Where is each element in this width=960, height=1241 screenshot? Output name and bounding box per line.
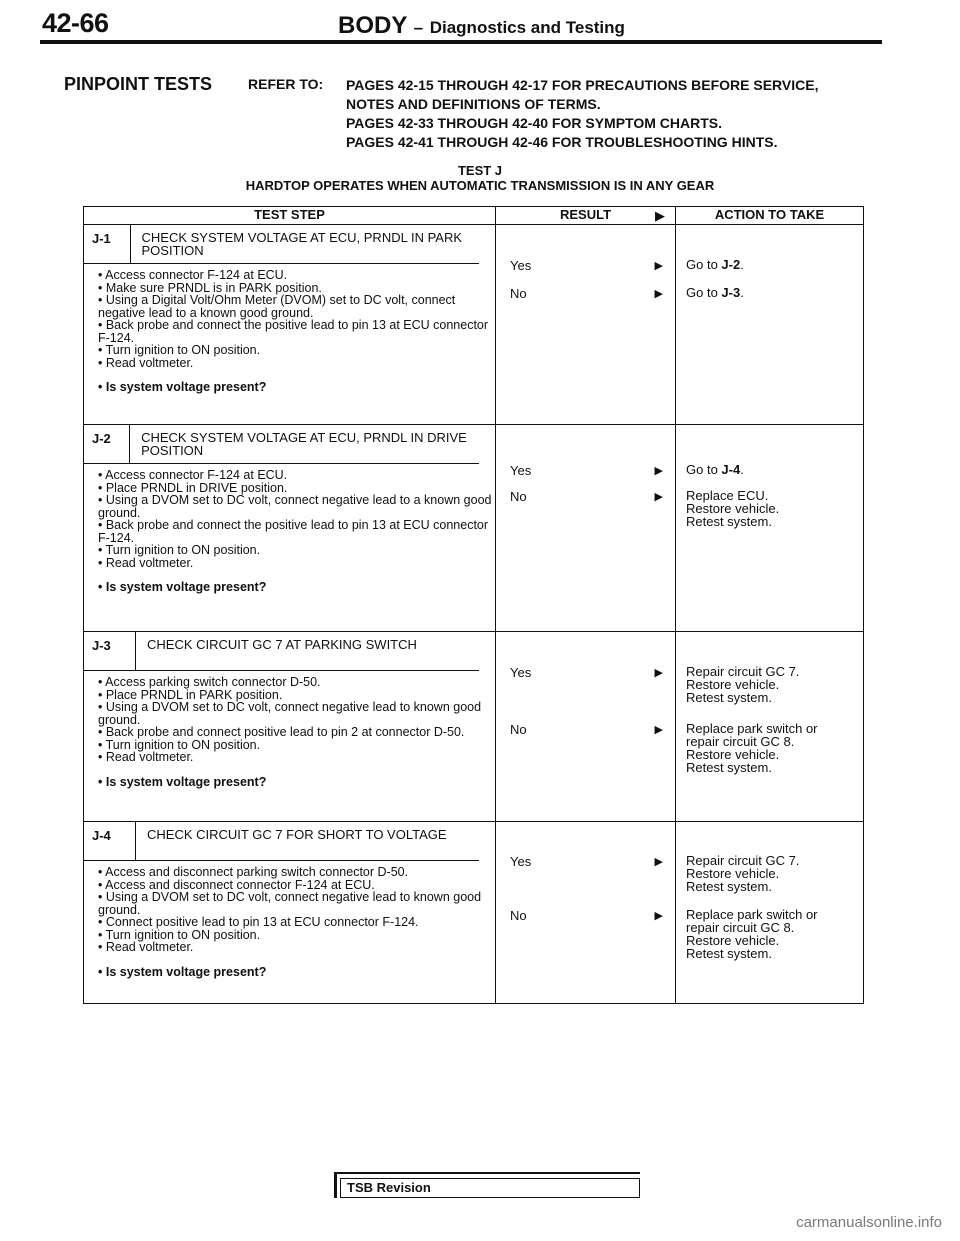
step-id: J-1 bbox=[84, 225, 131, 263]
action-cell bbox=[676, 632, 864, 822]
action-line: Retest system. bbox=[686, 690, 772, 705]
test-step-cell bbox=[84, 225, 496, 425]
instruction-item: • Back probe and connect positive lead to pin 2 at connector D-50. bbox=[98, 725, 465, 739]
arrow-icon: ▶ bbox=[654, 465, 663, 477]
action-line: repair circuit GC 8. bbox=[686, 734, 795, 749]
instruction-item: • Turn ignition to ON position. bbox=[98, 737, 261, 752]
header-rule bbox=[40, 40, 882, 44]
step-title: CHECK CIRCUIT GC 7 FOR SHORT TO VOLTAGE bbox=[147, 827, 447, 842]
instruction-item: • Access connector F-124 at ECU. bbox=[98, 268, 288, 282]
action-line: Replace park switch or bbox=[686, 721, 818, 736]
action-cell bbox=[676, 225, 864, 425]
arrow-icon: ▶ bbox=[654, 260, 663, 272]
table-row bbox=[84, 425, 864, 632]
tsb-box-shadow-top bbox=[334, 1172, 640, 1174]
action-text bbox=[686, 665, 799, 704]
pinpoint-tests-title: PINPOINT TESTS bbox=[64, 74, 213, 94]
page-title bbox=[338, 12, 625, 40]
action-text bbox=[686, 258, 744, 271]
step-instructions bbox=[84, 464, 495, 594]
action-suffix: . bbox=[740, 257, 744, 272]
result-label: Yes bbox=[510, 854, 532, 869]
step-question: • Is system voltage present? bbox=[98, 380, 267, 394]
instruction-item: • Read voltmeter. bbox=[98, 355, 194, 370]
instruction-item: • Access and disconnect parking switch connector D-50. bbox=[98, 865, 409, 879]
result-label: No bbox=[510, 489, 527, 504]
step-header bbox=[84, 425, 479, 464]
result-label: No bbox=[510, 286, 527, 301]
result-label: Yes bbox=[510, 665, 532, 680]
action-line: Replace park switch or bbox=[686, 907, 818, 922]
step-header bbox=[84, 822, 479, 861]
action-text bbox=[686, 908, 818, 960]
arrow-icon: ▶ bbox=[654, 288, 663, 300]
tsb-box-shadow-left bbox=[334, 1172, 337, 1198]
action-prefix: Go to bbox=[686, 285, 722, 300]
refer-line: PAGES 42-41 THROUGH 42-46 FOR TROUBLESHOOTING HINTS. bbox=[346, 134, 778, 150]
test-step-cell bbox=[84, 425, 496, 632]
instruction-item: • Read voltmeter. bbox=[98, 555, 194, 570]
action-text bbox=[686, 722, 818, 774]
result-label: Yes bbox=[510, 463, 532, 478]
arrow-icon: ▶ bbox=[654, 491, 663, 503]
arrow-icon: ▶ bbox=[654, 856, 663, 868]
action-line: Restore vehicle. bbox=[686, 501, 780, 516]
instruction-item: • Using a DVOM set to DC volt, connect negative lead to known good ground. bbox=[98, 700, 482, 727]
step-title: CHECK CIRCUIT GC 7 AT PARKING SWITCH bbox=[147, 637, 417, 652]
page-number: 42-66 bbox=[42, 8, 109, 38]
step-id: J-3 bbox=[84, 632, 136, 670]
instruction-item: • Turn ignition to ON position. bbox=[98, 927, 261, 942]
header-result-label: RESULT bbox=[559, 207, 612, 222]
action-line: Restore vehicle. bbox=[686, 933, 780, 948]
action-line: Restore vehicle. bbox=[686, 677, 780, 692]
action-step-ref: J-3 bbox=[721, 285, 741, 300]
test-step-cell bbox=[84, 632, 496, 822]
result-cell bbox=[496, 425, 676, 632]
action-text bbox=[686, 286, 744, 299]
header-action: ACTION TO TAKE bbox=[676, 207, 864, 225]
refer-line: PAGES 42-15 THROUGH 42-17 FOR PRECAUTIONS BEFORE SERVICE, bbox=[346, 77, 819, 93]
instruction-item: • Access and disconnect connector F-124 at ECU. bbox=[98, 877, 375, 892]
refer-line: NOTES AND DEFINITIONS OF TERMS. bbox=[346, 96, 601, 112]
step-instructions bbox=[84, 671, 495, 788]
section-title: BODY bbox=[338, 12, 407, 39]
step-header bbox=[84, 225, 479, 264]
result-cell bbox=[496, 225, 676, 425]
arrow-icon: ▶ bbox=[654, 724, 663, 736]
refer-to-label: REFER TO: bbox=[248, 76, 324, 92]
result-label: No bbox=[510, 908, 527, 923]
action-step-ref: J-2 bbox=[721, 257, 741, 272]
instruction-item: • Using a Digital Volt/Ohm Meter (DVOM) set to DC volt, connect negative lead to a known good ground. bbox=[98, 293, 456, 320]
instruction-item: • Back probe and connect the positive lead to pin 13 at ECU connector F-124. bbox=[98, 318, 489, 345]
step-header bbox=[84, 632, 479, 671]
instruction-item: • Using a DVOM set to DC volt, connect negative lead to known good ground. bbox=[98, 890, 482, 917]
action-line: Replace ECU. bbox=[686, 488, 769, 503]
action-suffix: . bbox=[740, 285, 744, 300]
pinpoint-test-table bbox=[83, 206, 864, 1004]
action-line: Retest system. bbox=[686, 514, 772, 529]
action-line: Retest system. bbox=[686, 760, 772, 775]
result-cell bbox=[496, 632, 676, 822]
instruction-item: • Place PRNDL in DRIVE position. bbox=[98, 480, 288, 495]
instruction-item: • Access parking switch connector D-50. bbox=[98, 675, 321, 689]
action-line: Repair circuit GC 7. bbox=[686, 664, 800, 679]
step-instructions bbox=[84, 264, 495, 394]
refer-to-lines bbox=[346, 76, 818, 152]
action-line: Repair circuit GC 7. bbox=[686, 853, 800, 868]
instruction-item: • Place PRNDL in PARK position. bbox=[98, 687, 283, 702]
refer-line: PAGES 42-33 THROUGH 42-40 FOR SYMPTOM CHARTS. bbox=[346, 115, 722, 131]
tsb-revision-box bbox=[340, 1178, 640, 1198]
instruction-item: • Make sure PRNDL is in PARK position. bbox=[98, 280, 322, 295]
action-text bbox=[686, 489, 779, 528]
instruction-item: • Access connector F-124 at ECU. bbox=[98, 468, 288, 482]
result-label: Yes bbox=[510, 258, 532, 273]
arrow-icon: ▶ bbox=[655, 208, 665, 223]
tsb-revision-label: TSB Revision bbox=[347, 1180, 431, 1195]
step-question: • Is system voltage present? bbox=[98, 774, 267, 789]
test-id: TEST J bbox=[457, 163, 503, 178]
action-text bbox=[686, 854, 799, 893]
instruction-item: • Read voltmeter. bbox=[98, 750, 194, 764]
table-row bbox=[84, 632, 864, 822]
step-title: CHECK SYSTEM VOLTAGE AT ECU, PRNDL IN DRIVE POSITION bbox=[141, 430, 467, 458]
action-step-ref: J-4 bbox=[721, 462, 741, 477]
action-suffix: . bbox=[740, 462, 744, 477]
step-title: CHECK SYSTEM VOLTAGE AT ECU, PRNDL IN PARK POSITION bbox=[141, 230, 463, 258]
action-text bbox=[686, 463, 744, 476]
instruction-item: • Turn ignition to ON position. bbox=[98, 343, 261, 357]
header-test-step: TEST STEP bbox=[84, 207, 496, 225]
action-cell bbox=[676, 822, 864, 1004]
test-heading bbox=[0, 163, 960, 193]
watermark: carmanualsonline.info bbox=[796, 1214, 942, 1231]
instruction-item: • Read voltmeter. bbox=[98, 940, 194, 954]
table-header-row bbox=[84, 207, 864, 225]
step-question: • Is system voltage present? bbox=[98, 964, 267, 979]
test-step-cell bbox=[84, 822, 496, 1004]
step-id: J-2 bbox=[84, 425, 130, 463]
result-label: No bbox=[510, 722, 527, 737]
instruction-item: • Back probe and connect the positive lead to pin 13 at ECU connector F-124. bbox=[98, 518, 489, 545]
step-id: J-4 bbox=[84, 822, 136, 860]
arrow-icon: ▶ bbox=[654, 667, 663, 679]
result-cell bbox=[496, 822, 676, 1004]
table-row bbox=[84, 822, 864, 1004]
instruction-item: • Turn ignition to ON position. bbox=[98, 543, 261, 557]
step-question: • Is system voltage present? bbox=[98, 580, 267, 594]
action-line: Retest system. bbox=[686, 879, 772, 894]
action-prefix: Go to bbox=[686, 462, 722, 477]
action-line: Restore vehicle. bbox=[686, 866, 780, 881]
action-prefix: Go to bbox=[686, 257, 722, 272]
table-row bbox=[84, 225, 864, 425]
action-cell bbox=[676, 425, 864, 632]
action-line: repair circuit GC 8. bbox=[686, 920, 795, 935]
subsection-title: Diagnostics and Testing bbox=[429, 18, 625, 37]
header-result bbox=[496, 207, 676, 225]
test-description: HARDTOP OPERATES WHEN AUTOMATIC TRANSMISSION IS IN ANY GEAR bbox=[245, 178, 715, 193]
instruction-item: • Using a DVOM set to DC volt, connect negative lead to a known good ground. bbox=[98, 493, 492, 520]
instruction-item: • Connect positive lead to pin 13 at ECU connector F-124. bbox=[98, 915, 419, 929]
step-instructions bbox=[84, 861, 495, 978]
action-line: Restore vehicle. bbox=[686, 747, 780, 762]
arrow-icon: ▶ bbox=[654, 910, 663, 922]
title-dash: – bbox=[413, 18, 424, 37]
action-line: Retest system. bbox=[686, 946, 772, 961]
